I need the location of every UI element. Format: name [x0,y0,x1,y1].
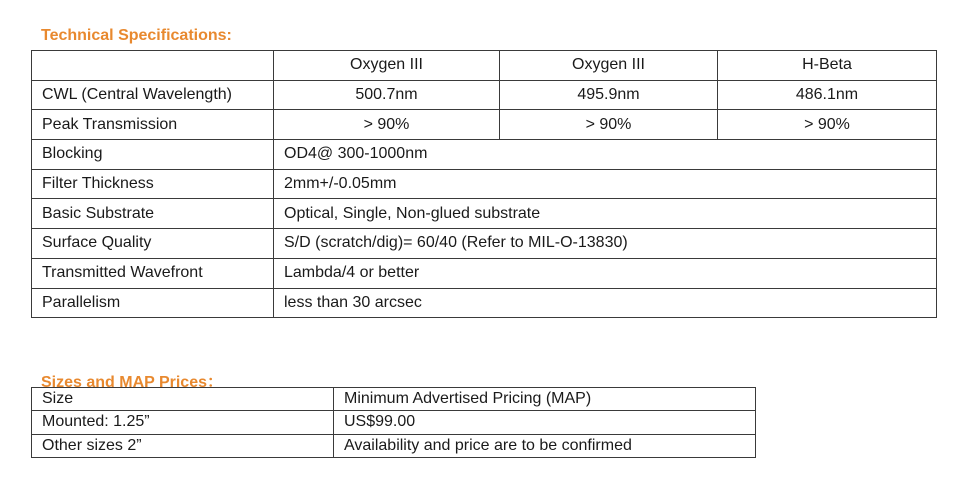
table-row [32,229,937,259]
cwl-value-h-beta: 486.1nm [718,80,937,110]
row-label: Surface Quality [32,229,274,259]
header-cell-empty [32,51,274,81]
table-row [32,434,756,457]
row-label: Basic Substrate [32,199,274,229]
row-value: OD4@ 300-1000nm [274,140,937,170]
row-label: Blocking [32,140,274,170]
table-row [32,110,937,140]
row-value: Lambda/4 or better [274,258,937,288]
table-row [32,169,937,199]
size-cell: Other sizes 2” [32,434,334,457]
cwl-value-oxygen-iii-1: 500.7nm [274,80,500,110]
peak-value-h-beta: > 90% [718,110,937,140]
table-header-row [32,51,937,81]
row-value: 2mm+/-0.05mm [274,169,937,199]
table-row [32,288,937,318]
header-cell-h-beta: H-Beta [718,51,937,81]
row-label: Parallelism [32,288,274,318]
size-column-header: Size [32,388,334,411]
row-label: Transmitted Wavefront [32,258,274,288]
price-cell: US$99.00 [334,411,756,434]
row-label: CWL (Central Wavelength) [32,80,274,110]
technical-specifications-heading: Technical Specifications: [41,27,232,44]
price-column-header: Minimum Advertised Pricing (MAP) [334,388,756,411]
table-row [32,411,756,434]
sizes-and-prices-table [31,387,756,458]
table-header-row [32,388,756,411]
row-value: less than 30 arcsec [274,288,937,318]
technical-specifications-table [31,50,937,318]
row-value: Optical, Single, Non-glued substrate [274,199,937,229]
row-label: Peak Transmission [32,110,274,140]
table-row [32,80,937,110]
table-row [32,258,937,288]
row-value: S/D (scratch/dig)= 60/40 (Refer to MIL-O-13830) [274,229,937,259]
size-cell: Mounted: 1.25” [32,411,334,434]
sizes-and-map-prices-heading: Sizes and MAP Prices： [41,374,224,391]
cwl-value-oxygen-iii-2: 495.9nm [500,80,718,110]
peak-value-oxygen-iii-2: > 90% [500,110,718,140]
row-label: Filter Thickness [32,169,274,199]
table-row [32,140,937,170]
header-cell-oxygen-iii-2: Oxygen III [500,51,718,81]
price-cell: Availability and price are to be confirmed [334,434,756,457]
header-cell-oxygen-iii-1: Oxygen III [274,51,500,81]
peak-value-oxygen-iii-1: > 90% [274,110,500,140]
table-row [32,199,937,229]
